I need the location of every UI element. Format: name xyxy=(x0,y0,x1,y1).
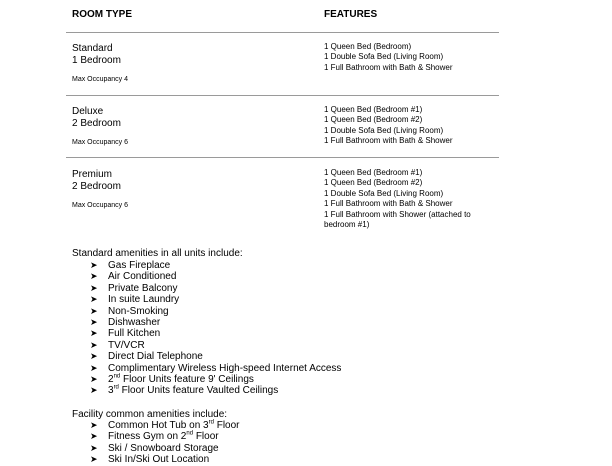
arrowhead-bullet-icon: ➤ xyxy=(90,305,98,316)
list-item: ➤ Full Kitchen xyxy=(90,328,161,340)
arrowhead-bullet-icon: ➤ xyxy=(90,328,98,339)
list-item: ➤ 3rd Floor Units feature Vaulted Ceilings xyxy=(90,385,279,397)
list-item: ➤ Private Balcony xyxy=(90,282,178,294)
feature-item: 1 Double Sofa Bed (Living Room) xyxy=(324,52,444,62)
standard-amenities-list xyxy=(90,260,341,397)
list-item: ➤ Non-Smoking xyxy=(90,305,169,317)
feature-item: 1 Queen Bed (Bedroom #1) xyxy=(324,105,423,114)
arrowhead-bullet-icon: ➤ xyxy=(90,282,98,293)
list-item: ➤ Complimentary Wireless High-speed Internet Access xyxy=(90,362,342,374)
list-item: ➤ Air Conditioned xyxy=(90,271,177,283)
list-item: ➤ Common Hot Tub on 3rd Floor xyxy=(90,419,240,431)
list-item: ➤ Ski In/Ski Out Location xyxy=(90,454,210,466)
feature-item: 1 Double Sofa Bed (Living Room) xyxy=(324,125,444,135)
arrowhead-bullet-icon: ➤ xyxy=(90,374,98,385)
feature-item: 1 Queen Bed (Bedroom #2) xyxy=(324,115,423,125)
feature-item: 1 Full Bathroom with Bath & Shower xyxy=(324,199,453,209)
feature-item: 1 Queen Bed (Bedroom #2) xyxy=(324,178,423,188)
room-occupancy: Max Occupancy 6 xyxy=(72,139,129,146)
arrowhead-bullet-icon: ➤ xyxy=(90,454,98,465)
arrowhead-bullet-icon: ➤ xyxy=(90,362,98,373)
arrowhead-bullet-icon: ➤ xyxy=(90,420,98,430)
feature-item: 1 Queen Bed (Bedroom) xyxy=(324,42,412,51)
arrowhead-bullet-icon: ➤ xyxy=(90,339,98,350)
feature-item: 1 Queen Bed (Bedroom #1) xyxy=(324,168,423,177)
room-premium xyxy=(72,169,121,193)
arrowhead-bullet-icon: ➤ xyxy=(90,385,98,396)
room-name: Standard xyxy=(72,43,113,54)
feature-item: 1 Full Bathroom with Bath & Shower xyxy=(324,136,453,146)
room-name: Premium xyxy=(72,169,113,180)
header-divider xyxy=(66,32,499,33)
list-item: ➤ Direct Dial Telephone xyxy=(90,351,203,363)
arrowhead-bullet-icon: ➤ xyxy=(90,271,98,282)
room-features xyxy=(324,105,499,147)
arrowhead-bullet-icon: ➤ xyxy=(90,442,98,453)
list-item: ➤ Fitness Gym on 2nd Floor xyxy=(90,431,219,443)
room-type-header: ROOM TYPE xyxy=(72,9,133,20)
room-deluxe xyxy=(72,106,121,130)
list-item: ➤ Dishwasher xyxy=(90,317,161,329)
list-item: ➤ Gas Fireplace xyxy=(90,260,171,271)
feature-item: 1 Full Bathroom with Bath & Shower xyxy=(324,62,453,72)
room-features xyxy=(324,168,499,230)
arrowhead-bullet-icon: ➤ xyxy=(90,294,98,305)
room-occupancy: Max Occupancy 4 xyxy=(72,76,129,83)
room-size: 2 Bedroom xyxy=(72,118,121,129)
room-size: 1 Bedroom xyxy=(72,55,121,66)
standard-amenities-heading: Standard amenities in all units include: xyxy=(72,248,243,259)
list-item: ➤ Ski / Snowboard Storage xyxy=(90,442,219,454)
room-features xyxy=(324,42,499,73)
room-standard xyxy=(72,43,121,67)
room-occupancy: Max Occupancy 6 xyxy=(72,202,129,209)
row-divider xyxy=(66,95,499,96)
list-item: ➤ 2nd Floor Units feature 9' Ceilings xyxy=(90,373,254,386)
feature-item: 1 Full Bathroom with Shower (attached to bedroom #1) xyxy=(324,209,471,230)
features-header: FEATURES xyxy=(324,9,378,20)
arrowhead-bullet-icon: ➤ xyxy=(90,351,98,362)
row-divider xyxy=(66,157,499,158)
room-name: Deluxe xyxy=(72,106,104,117)
feature-item: 1 Double Sofa Bed (Living Room) xyxy=(324,188,444,198)
arrowhead-bullet-icon: ➤ xyxy=(90,260,98,270)
arrowhead-bullet-icon: ➤ xyxy=(90,431,98,442)
facility-amenities-heading: Facility common amenities include: xyxy=(72,409,228,420)
list-item: ➤ TV/VCR xyxy=(90,339,145,351)
room-size: 2 Bedroom xyxy=(72,181,121,192)
arrowhead-bullet-icon: ➤ xyxy=(90,317,98,328)
facility-amenities-list xyxy=(90,420,240,466)
list-item: ➤ In suite Laundry xyxy=(90,294,180,306)
